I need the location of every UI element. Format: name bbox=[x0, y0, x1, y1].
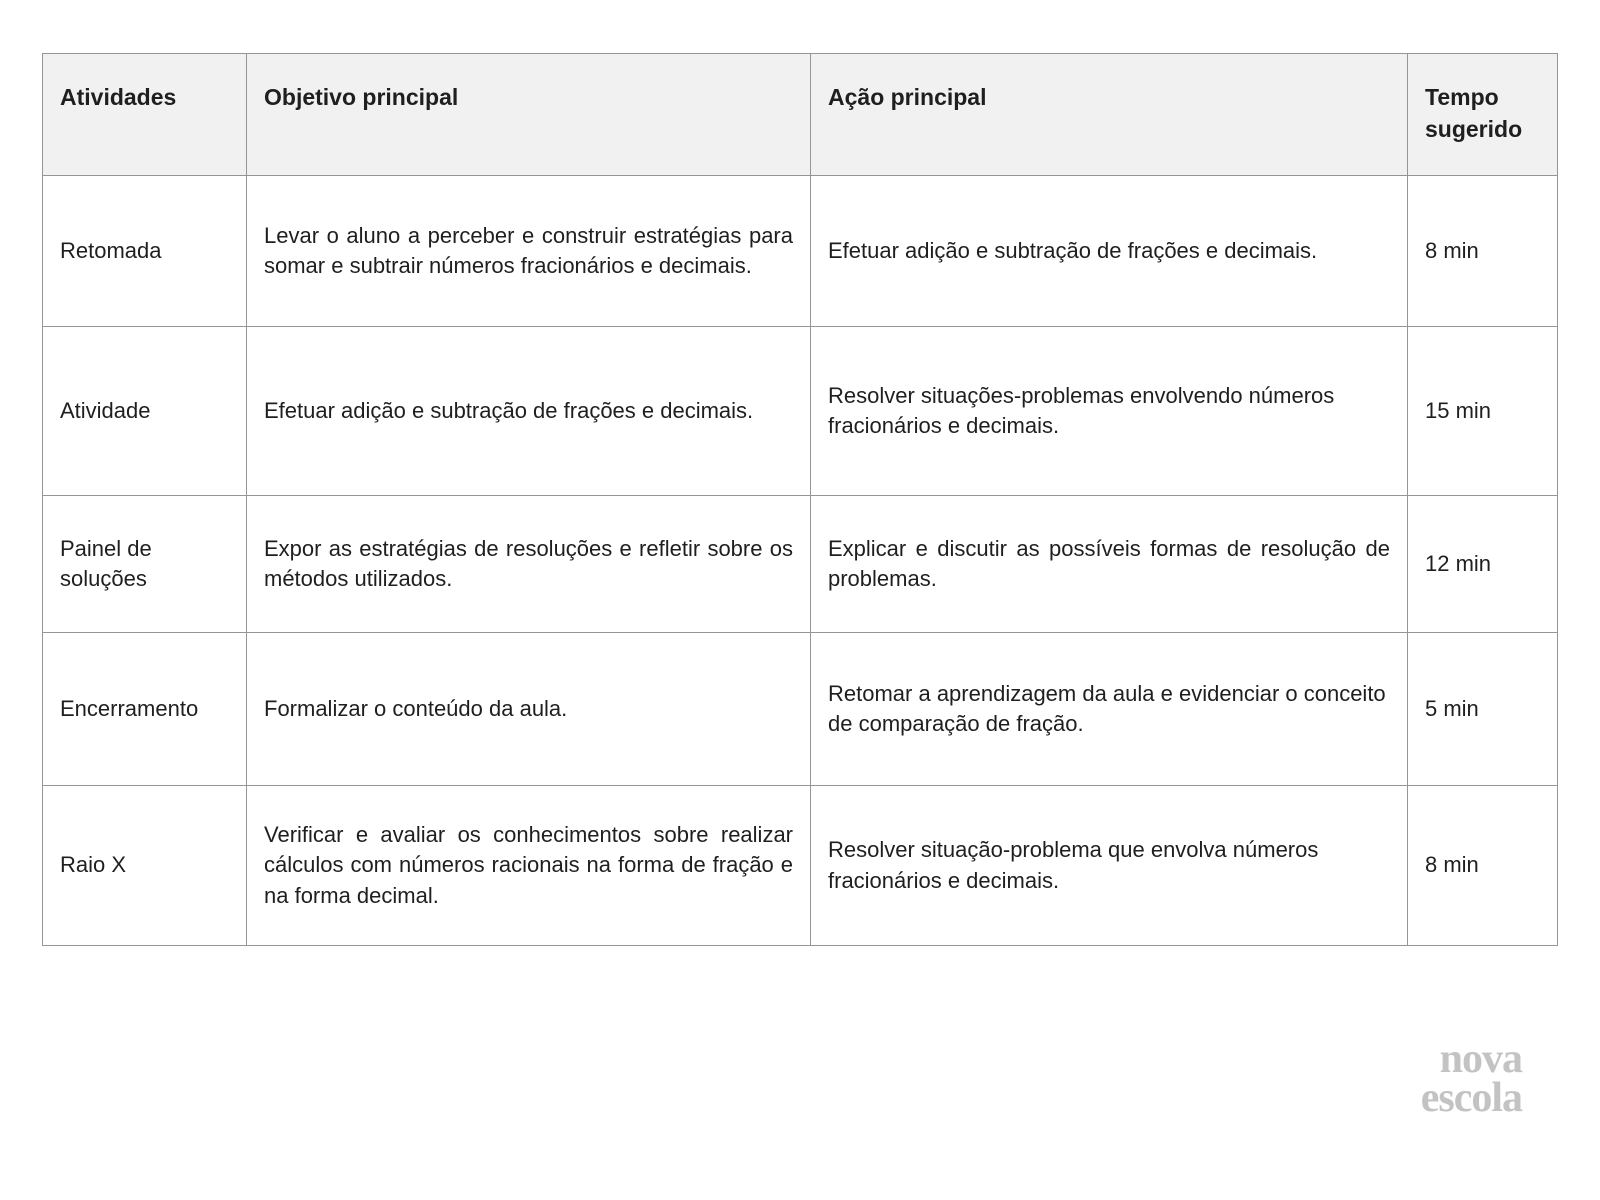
cell-acao: Explicar e discutir as possíveis formas de resolução de problemas. bbox=[811, 496, 1408, 633]
cell-tempo: 15 min bbox=[1408, 327, 1558, 496]
cell-acao: Efetuar adição e subtração de frações e decimais. bbox=[811, 176, 1408, 327]
table-header-row bbox=[43, 54, 1558, 176]
cell-atividade: Retomada bbox=[43, 176, 247, 327]
cell-acao: Retomar a aprendizagem da aula e evidenciar o conceito de comparação de fração. bbox=[811, 633, 1408, 786]
column-header-tempo-sugerido: Tempo sugerido bbox=[1408, 54, 1558, 176]
cell-atividade: Atividade bbox=[43, 327, 247, 496]
cell-tempo: 12 min bbox=[1408, 496, 1558, 633]
cell-atividade: Raio X bbox=[43, 786, 247, 946]
cell-tempo: 5 min bbox=[1408, 633, 1558, 786]
logo-line-1: nova bbox=[1439, 1036, 1522, 1082]
table-row bbox=[43, 327, 1558, 496]
cell-atividade: Painel de soluções bbox=[43, 496, 247, 633]
cell-objetivo: Expor as estratégias de resoluções e refletir sobre os métodos utilizados. bbox=[247, 496, 811, 633]
cell-atividade: Encerramento bbox=[43, 633, 247, 786]
column-header-objetivo-principal: Objetivo principal bbox=[247, 54, 811, 176]
table-row bbox=[43, 633, 1558, 786]
column-header-atividades: Atividades bbox=[43, 54, 247, 176]
cell-objetivo: Levar o aluno a perceber e construir estratégias para somar e subtrair números fracionários e decimais. bbox=[247, 176, 811, 327]
logo-line-2: escola bbox=[1420, 1075, 1522, 1122]
table-row bbox=[43, 176, 1558, 327]
cell-tempo: 8 min bbox=[1408, 176, 1558, 327]
table-row bbox=[43, 786, 1558, 946]
column-header-acao-principal: Ação principal bbox=[811, 54, 1408, 176]
nova-escola-logo bbox=[1420, 1036, 1522, 1122]
cell-acao: Resolver situação-problema que envolva números fracionários e decimais. bbox=[811, 786, 1408, 946]
cell-tempo: 8 min bbox=[1408, 786, 1558, 946]
cell-objetivo: Verificar e avaliar os conhecimentos sobre realizar cálculos com números racionais na forma de fração e na forma decimal. bbox=[247, 786, 811, 946]
lesson-plan-table bbox=[42, 53, 1558, 946]
cell-objetivo: Efetuar adição e subtração de frações e decimais. bbox=[247, 327, 811, 496]
cell-objetivo: Formalizar o conteúdo da aula. bbox=[247, 633, 811, 786]
table-row bbox=[43, 496, 1558, 633]
cell-acao: Resolver situações-problemas envolvendo números fracionários e decimais. bbox=[811, 327, 1408, 496]
